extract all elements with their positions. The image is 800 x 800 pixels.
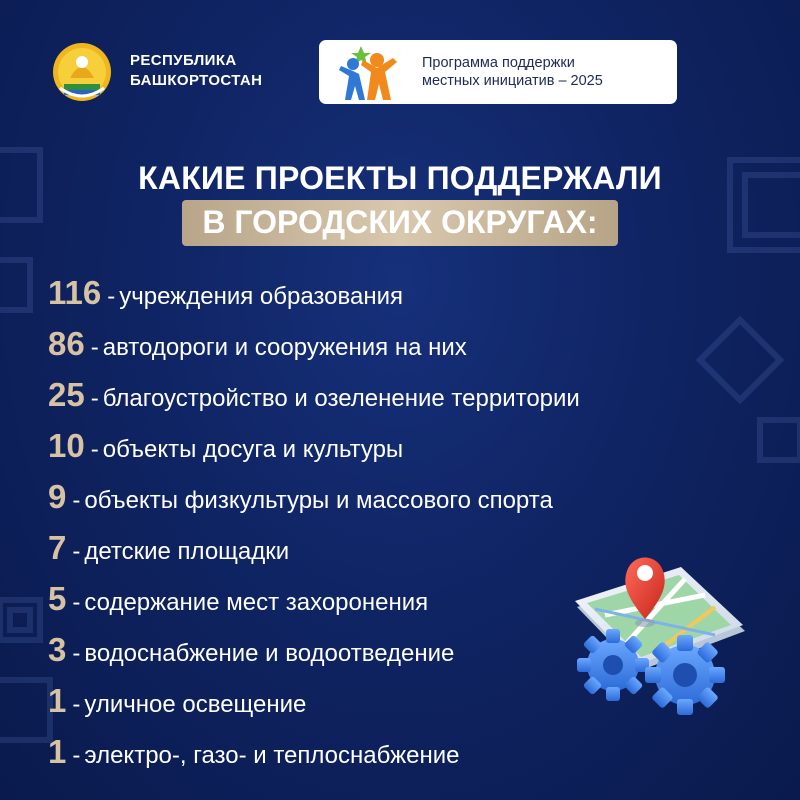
- item-label: водоснабжение и водоотведение: [84, 640, 455, 667]
- item-dash: -: [72, 487, 81, 514]
- org-name: [130, 51, 262, 91]
- list-item: [48, 529, 289, 573]
- list-item: [48, 427, 403, 471]
- item-dash: -: [90, 385, 99, 412]
- program-title-line2: местных инициатив – 2025: [422, 73, 603, 89]
- org-name-line1: РЕСПУБЛИКА: [130, 52, 237, 69]
- item-label: уличное освещение: [84, 691, 307, 718]
- list-item: [48, 478, 553, 522]
- item-count: 10: [48, 427, 85, 464]
- item-label: учреждения образования: [119, 283, 403, 310]
- item-label: автодороги и сооружения на них: [102, 334, 467, 361]
- program-title: [422, 54, 603, 90]
- program-people-star-icon: [331, 44, 403, 102]
- item-label: содержание мест захоронения: [84, 589, 429, 616]
- item-dash: -: [72, 589, 81, 616]
- list-item: [48, 631, 454, 675]
- item-count: 9: [48, 478, 67, 515]
- item-dash: -: [72, 691, 81, 718]
- page-title-line2-banner: [182, 200, 618, 246]
- list-item: [48, 580, 428, 624]
- program-card: [319, 40, 677, 104]
- item-count: 1: [48, 682, 67, 719]
- item-dash: -: [107, 283, 116, 310]
- page-title-line2: В ГОРОДСКИХ ОКРУГАХ:: [202, 204, 598, 240]
- item-label: объекты досуга и культуры: [102, 436, 404, 463]
- item-count: 86: [48, 325, 85, 362]
- item-label: благоустройство и озеленение территории: [102, 385, 580, 412]
- list-item: [48, 325, 467, 369]
- item-count: 5: [48, 580, 67, 617]
- list-item: [48, 733, 460, 777]
- program-title-line1: Программа поддержки: [422, 55, 575, 71]
- item-label: детские площадки: [84, 538, 290, 565]
- item-dash: -: [72, 538, 81, 565]
- bashkortostan-emblem-icon: [50, 40, 114, 106]
- item-count: 7: [48, 529, 67, 566]
- list-item: [48, 682, 306, 726]
- list-item: [48, 376, 580, 420]
- list-item: [48, 274, 403, 318]
- item-count: 1: [48, 733, 67, 770]
- item-dash: -: [90, 334, 99, 361]
- item-label: электро-, газо- и теплоснабжение: [84, 742, 460, 769]
- item-count: 116: [48, 274, 102, 311]
- page-title-line1: КАКИЕ ПРОЕКТЫ ПОДДЕРЖАЛИ: [138, 160, 662, 196]
- item-dash: -: [72, 742, 81, 769]
- item-label: объекты физкультуры и массового спорта: [84, 487, 553, 514]
- item-count: 25: [48, 376, 85, 413]
- item-dash: -: [90, 436, 99, 463]
- org-name-line2: БАШКОРТОСТАН: [130, 72, 263, 89]
- item-count: 3: [48, 631, 67, 668]
- item-dash: -: [72, 640, 81, 667]
- map-pin-gears-icon: [565, 545, 755, 715]
